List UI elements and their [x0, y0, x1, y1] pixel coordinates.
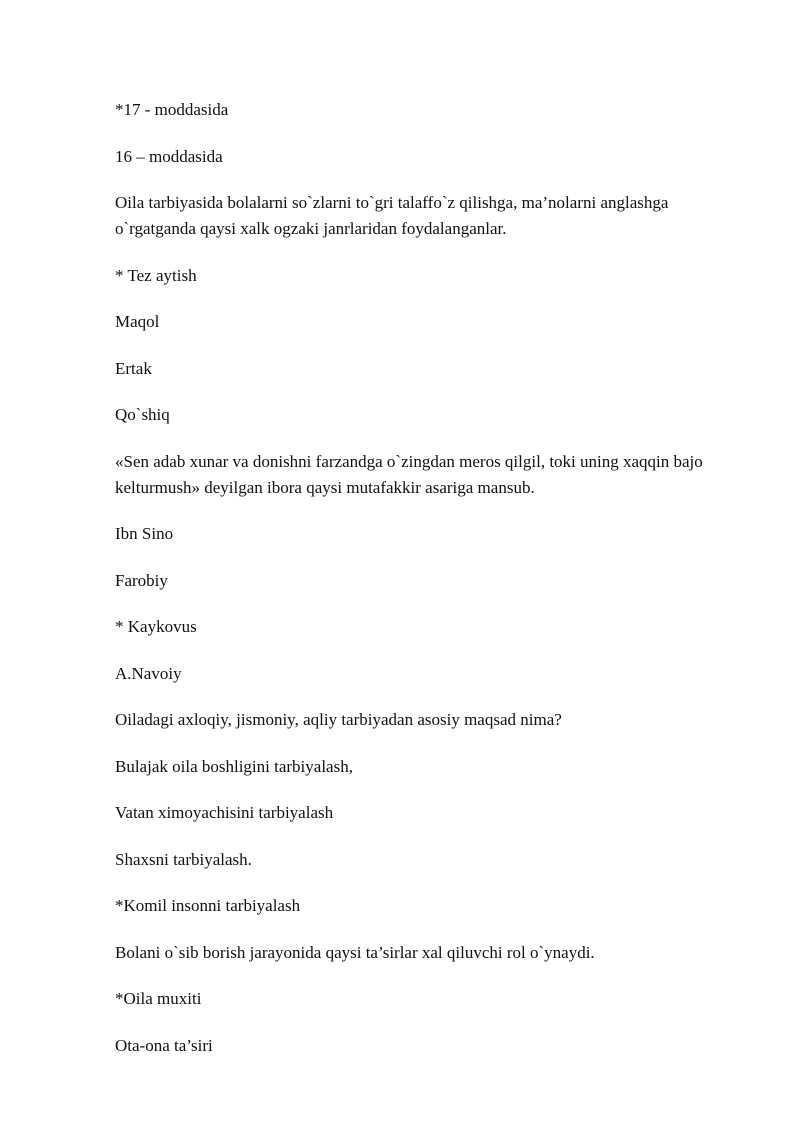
- question-text: Oiladagi axloqiy, jismoniy, aqliy tarbiyadan asosiy maqsad nima?: [115, 710, 562, 729]
- answer-option: A.Navoiy: [115, 663, 182, 683]
- answer-option: Qo`shiq: [115, 405, 170, 424]
- question-text: Oila tarbiyasida bolalarni so`zlarni to`gri talaffo`z qilishga, ma’nolarni anglashga o`rgatganda qaysi xalk ogzaki janrlaridan foydalanganlar.: [115, 193, 673, 238]
- answer-option: Farobiy: [115, 570, 168, 590]
- answer-option: Ibn Sino: [115, 524, 174, 543]
- answer-option: Ota-ona ta’siri: [115, 1035, 213, 1055]
- answer-option-correct: *Komil insonni tarbiyalash: [115, 896, 301, 915]
- answer-option-correct: * Tez aytish: [115, 265, 197, 285]
- answer-option: Ertak: [115, 358, 152, 378]
- question-text: «Sen adab xunar va donishni farzandga o`zingdan meros qilgil, toki uning xaqqin bajo kelturmush» deyilgan ibora qaysi mutafakkir asariga mansub.: [115, 451, 708, 497]
- question-text: Bolani o`sib borish jarayonida qaysi ta’sirlar xal qiluvchi rol o`ynaydi.: [115, 942, 595, 962]
- answer-option: 16 – moddasida: [115, 146, 223, 166]
- answer-option: Vatan ximoyachisini tarbiyalash: [115, 803, 334, 822]
- answer-option: Maqol: [115, 312, 160, 331]
- answer-option: Bulajak oila boshligini tarbiyalash,: [115, 756, 353, 776]
- answer-option: *17 - moddasida: [115, 100, 229, 119]
- answer-option: Shaxsni tarbiyalash.: [115, 849, 252, 869]
- answer-option-correct: * Kaykovus: [115, 617, 197, 636]
- document-page: [115, 97, 740, 1079]
- answer-option-correct: *Oila muxiti: [115, 989, 202, 1008]
